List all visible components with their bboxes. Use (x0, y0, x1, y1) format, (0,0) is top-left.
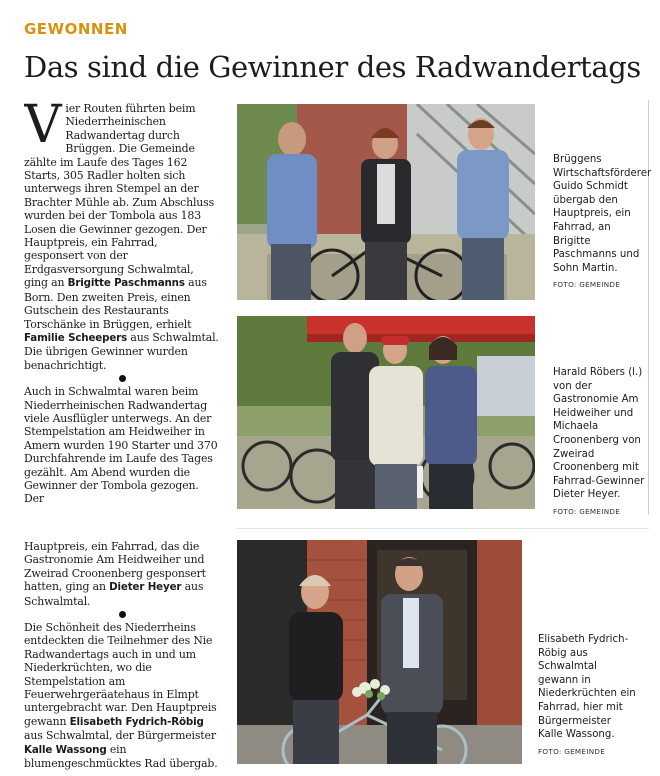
article-headline: Das sind die Gewinner des Radwandertags (24, 50, 641, 84)
text-run: ier Routen führten beim Niederrheinischen Radwandertag durch Brüggen. Die Gemeinde zählte im Laufe des Tages 162 Starts, 305 Radler holten sich unterwegs ihren Stempel an der Brachter Mühle ab. Zum Abschluss wurden bei der Tombola aus 183 Losen die Gewinner gezogen. Der Hauptpreis, ein Fahrrad, gesponsert von der Erdgasversorgung Schwalmtal, ging an (24, 102, 215, 290)
text-run: aus Schwalmtal. Die übrigen Gewinner wurden benachrichtigt. (24, 330, 219, 372)
photo-bike-handover-brueggen (237, 104, 535, 300)
kicker-label: GEWONNEN (24, 20, 128, 38)
text-run: aus Schwalmtal, der Bürgermeister (24, 729, 216, 743)
photo-1-caption (553, 153, 652, 292)
caption-text: Brüggens Wirtschaftsförderer Guido Schmidt übergab den Hauptpreis, ein Fahrrad, an Brigitte Paschmanns und Sohn Martin. (553, 154, 652, 274)
winner-name: Brigitte Paschmanns (67, 277, 185, 290)
photo-3-caption (538, 633, 638, 758)
winner-name: Elisabeth Fydrich-Röbig (69, 715, 204, 728)
photo-2-caption (553, 366, 649, 519)
photo-credit: FOTO: GEMEINDE (538, 746, 606, 756)
photo-bike-winner-schwalmtal (237, 316, 535, 509)
bullet-separator (119, 611, 126, 618)
drop-cap: V (24, 102, 62, 155)
paragraph-4 (24, 621, 220, 770)
text-run: ein blumengeschmücktes Rad übergab. (24, 742, 218, 771)
text-run: aus Born. Den zweiten Preis, einen Gutschein des Restaurants Torschänke in Brüggen, erhielt (24, 276, 207, 331)
caption-text: Harald Röbers (l.) von der Gastronomie Am Heidweiher und Michaela Croonenberg von Zweirad Croonenberg mit Fahrrad-Gewinner Dieter Heyer. (553, 367, 645, 501)
bullet-separator (119, 375, 126, 382)
paragraph-1 (24, 102, 220, 372)
photo-credit: FOTO: GEMEINDE (553, 506, 621, 516)
text-run: aus Schwalmtal. (24, 580, 204, 608)
paragraph-2: Auch in Schwalmtal waren beim Niederrheinischen Radwandertag viele Ausflügler unterwegs. An der Stempelstation am Heidweiher in Amern wurden 190 Starter und 370 Durchfahrende im Laufe des Tages gezählt. Am Abend wurden die Gewinner der Tombola gezogen. Der (24, 385, 218, 506)
article-column-2 (24, 540, 220, 771)
winner-name: Familie Scheepers (24, 331, 128, 344)
photo-credit: FOTO: GEMEINDE (553, 280, 621, 290)
paragraph-3 (24, 540, 220, 608)
text-run: Hauptpreis, ein Fahrrad, das die Gastronomie Am Heidweiher und Zweirad Croonenberg gesponsert hatten, ging an (24, 540, 206, 594)
caption-text: Elisabeth Fydrich-Röbig aus Schwalmtal gewann in Niederkrüchten ein Fahrrad, hier mit Bürgermeister Kalle Wassong. (538, 634, 636, 741)
photo-bike-winner-niederkruechten (237, 540, 522, 764)
winner-name: Kalle Wassong (24, 743, 107, 756)
text-run: Die Schönheit des Niederrheins entdeckten die Teilnehmer des Nie Radwandertags auch in und um Niederkrüchten, wo die Stempelstation am Feuerwehrgeräatehaus in Elmpt untergebracht war. Den Hauptpreis gewann (24, 621, 217, 728)
winner-name: Dieter Heyer (109, 581, 182, 594)
article-column-1 (24, 102, 220, 510)
section-divider (237, 528, 649, 529)
